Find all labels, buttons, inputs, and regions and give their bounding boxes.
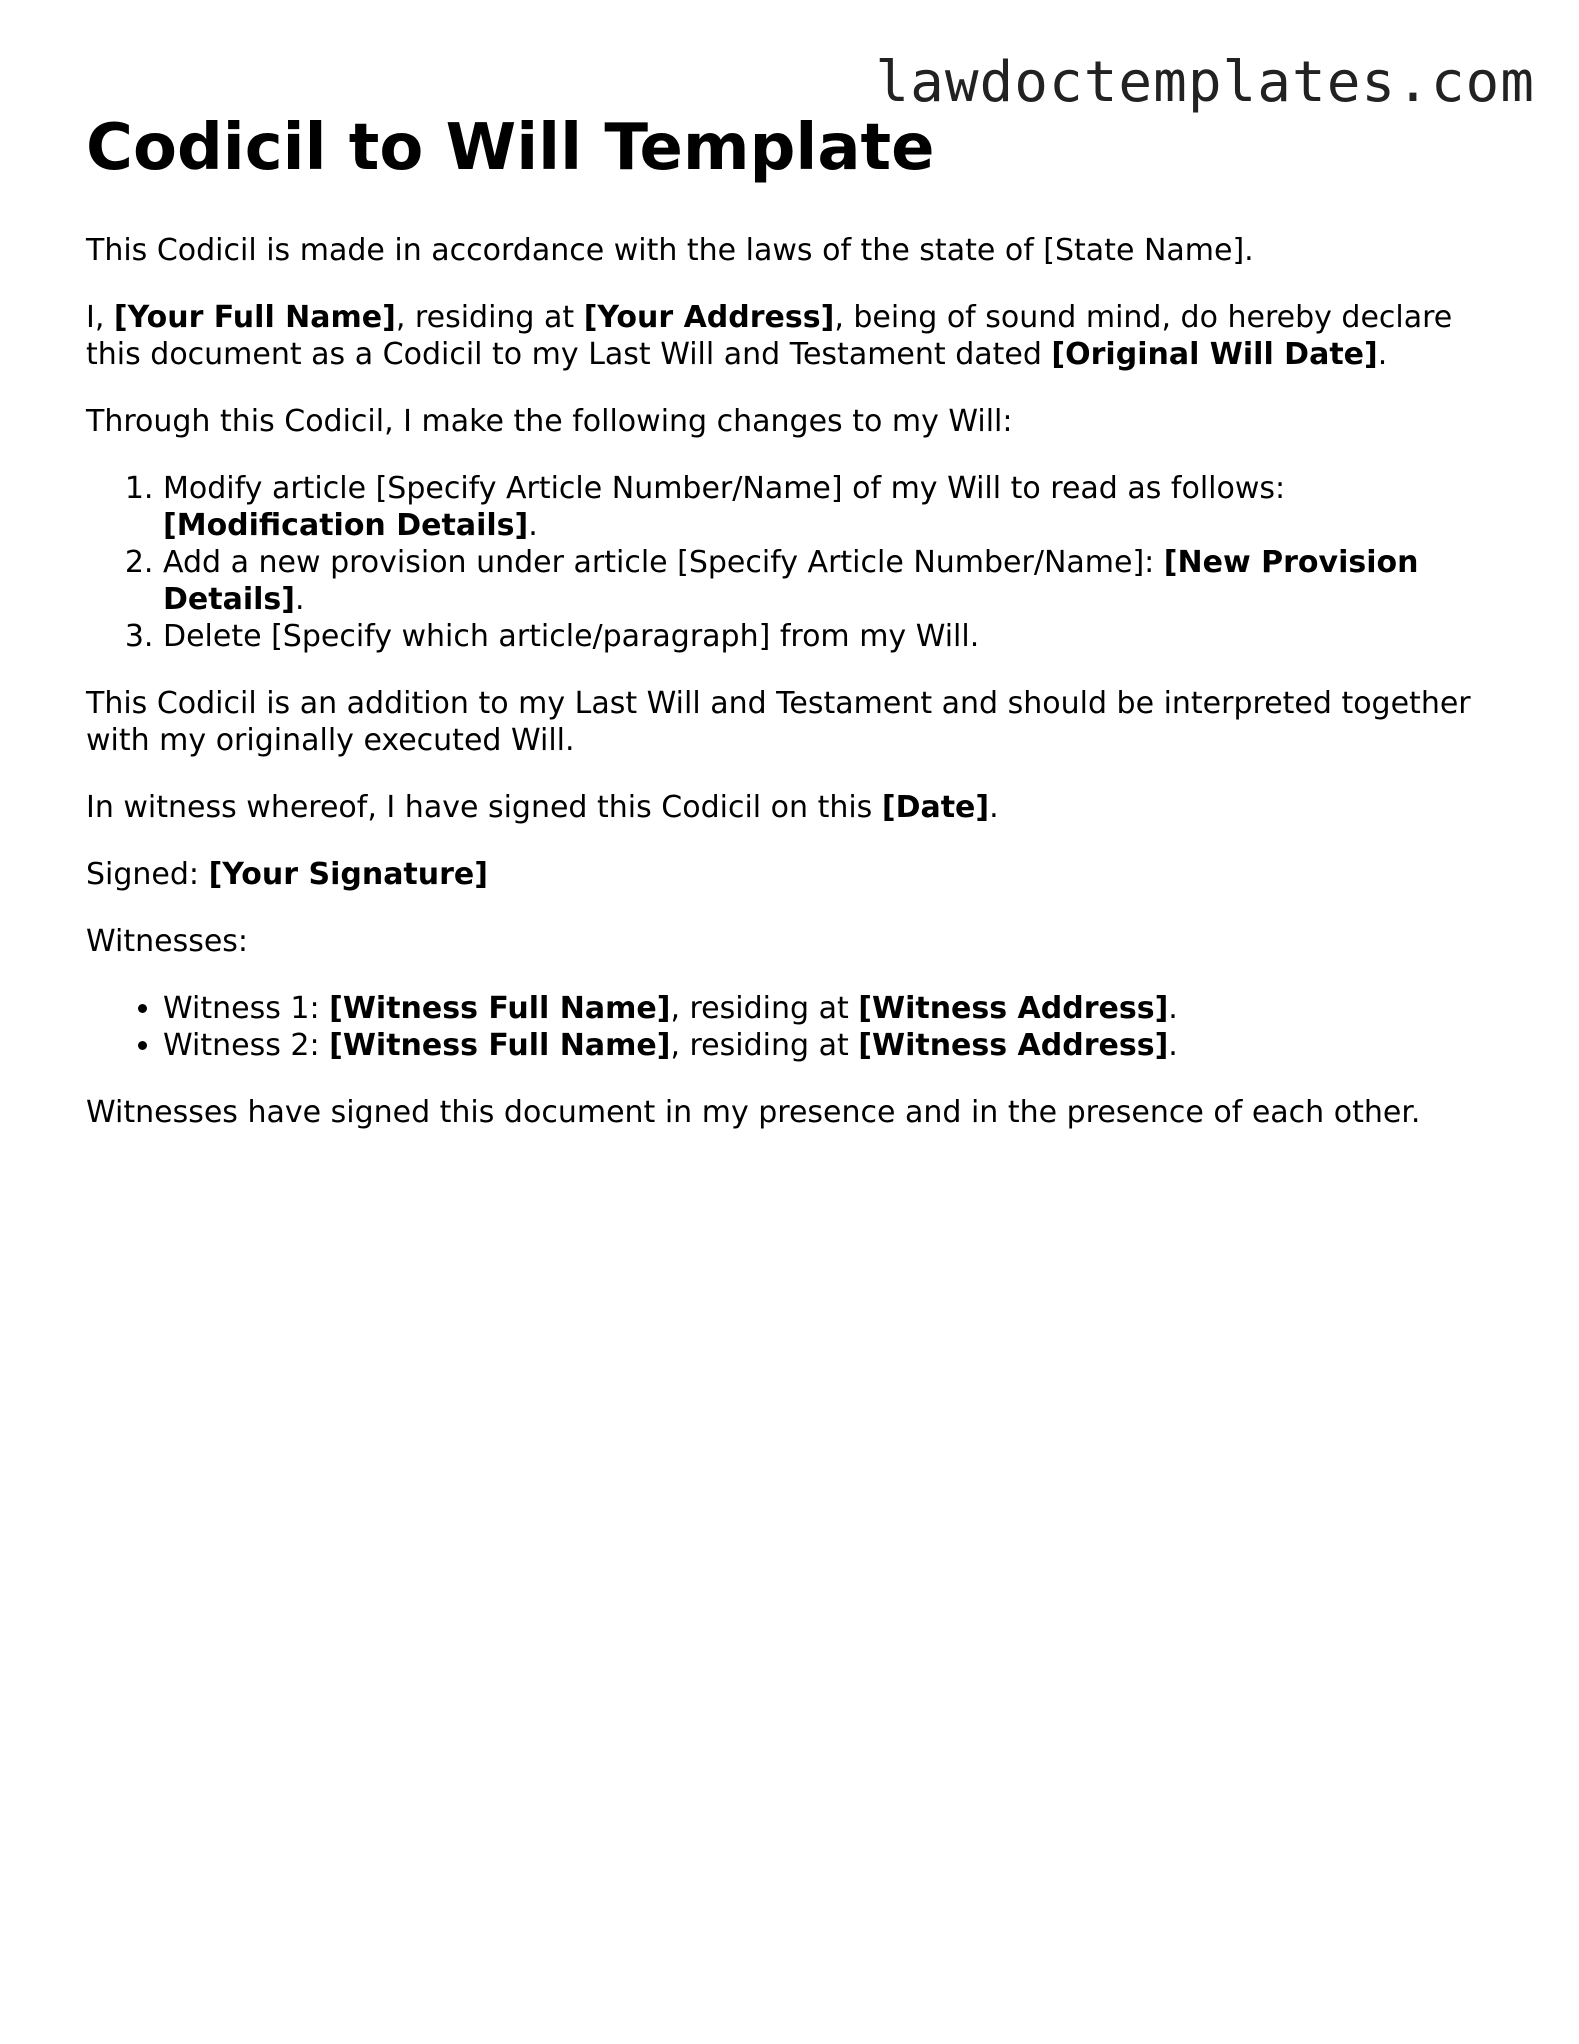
site-watermark: lawdoctemplates.com [875,50,1535,115]
witness-name-placeholder: [Witness Full Name] [329,991,671,1026]
change-text: Modify article [Specify Article Number/Name] of my Will to read as follows: [163,471,1286,506]
full-name-placeholder: [Your Full Name] [113,300,396,335]
change-placeholder: [Modification Details] [163,508,529,543]
signature-line [86,856,1476,893]
witness-clause-text: In witness whereof, I have signed this Codicil on this [86,790,882,825]
list-item [163,544,1476,618]
addition-paragraph: This Codicil is an addition to my Last Will and Testament and should be interpreted together with my originally executed Will. [86,686,1471,758]
declaration-text-3: , being of sound mind, do hereby declare this document as a Codicil to my Last Will and Testament dated [86,300,1453,372]
witness-clause [86,789,1476,826]
declaration-text-1: I, [86,300,114,335]
change-text: Delete [Specify which article/paragraph] from my Will. [163,619,980,654]
date-placeholder: [Date] [881,790,990,825]
address-placeholder: [Your Address] [583,300,835,335]
signed-label: Signed: [86,857,209,892]
changes-list [86,470,1476,655]
declaration-text-2: , residing at [395,300,584,335]
declaration-text-4: . [1377,337,1388,372]
declaration-paragraph [86,299,1476,373]
witness-end: . [1168,1028,1178,1063]
list-item [163,990,1476,1027]
will-date-placeholder: [Original Will Date] [1051,337,1378,372]
witness-address-placeholder: [Witness Address] [858,991,1169,1026]
list-item [163,1027,1476,1064]
list-item [163,470,1476,544]
witness-name-placeholder: [Witness Full Name] [329,1028,671,1063]
change-text: Add a new provision under article [Specify Article Number/Name]: [163,545,1164,580]
closing-paragraph: Witnesses have signed this document in my presence and in the presence of each other. [86,1095,1421,1130]
page-title: Codicil to Will Template [86,111,935,185]
change-placeholder: [New Provision Details] [163,545,1419,617]
change-end: . [294,582,305,617]
state-paragraph: This Codicil is made in accordance with the laws of the state of [State Name]. [86,233,1254,268]
witness-address-placeholder: [Witness Address] [858,1028,1169,1063]
witness-label: Witness 2: [163,1028,330,1063]
change-end: . [528,508,538,543]
witnesses-label: Witnesses: [86,924,249,959]
signature-placeholder: [Your Signature] [208,857,488,892]
witness-label: Witness 1: [163,991,330,1026]
witnesses-list [86,990,1476,1064]
witness-mid-text: , residing at [670,1028,859,1063]
changes-intro: Through this Codicil, I make the following changes to my Will: [86,404,1013,439]
witness-mid-text: , residing at [670,991,859,1026]
witness-clause-end: . [989,790,999,825]
witness-end: . [1168,991,1178,1026]
document-body [86,108,1476,1161]
list-item [163,618,1476,655]
